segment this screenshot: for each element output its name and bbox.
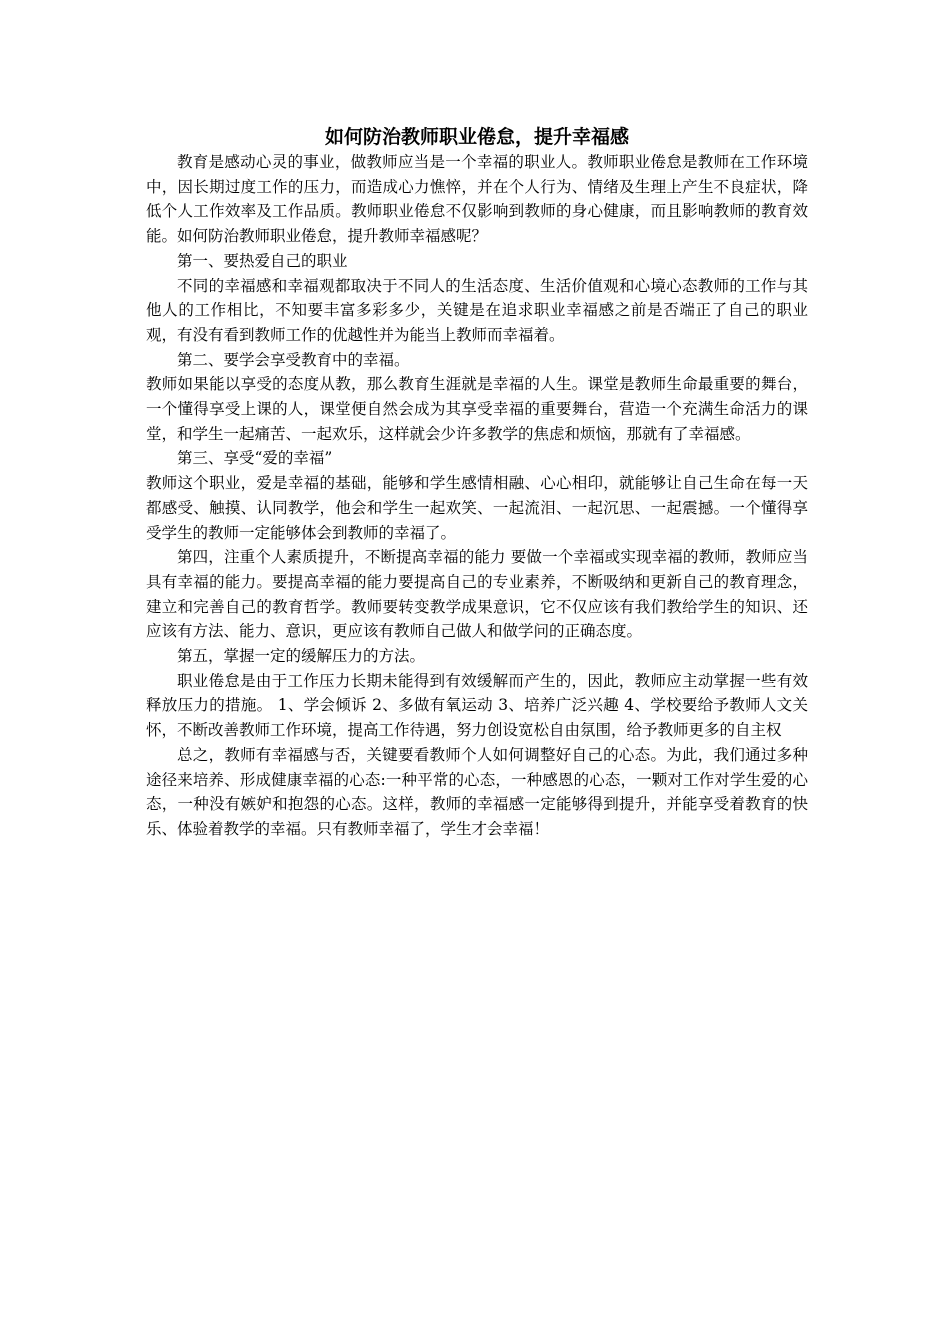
section-body-2: 教师如果能以享受的态度从教，那么教育生涯就是幸福的人生。课堂是教师生命最重要的舞台，一个懂得享受上课的人，课堂便自然会成为其享受幸福的重要舞台，营造一个充满生命活力的课堂，和学生一起痛苦、一起欢乐，这样就会少许多教学的焦虑和烦恼，那就有了幸福感。 <box>146 375 808 443</box>
document-title: 如何防治教师职业倦怠，提升幸福感 <box>324 126 629 148</box>
section-body-5: 职业倦怠是由于工作压力长期未能得到有效缓解而产生的，因此，教师应主动掌握一些有效释放压力的措施。 1、学会倾诉 2、多做有氧运动 3、培养广泛兴趣 4、学校要给予教师人文关怀，不断改善教师工作环境，提高工作待遇，努力创设宽松自由氛围，给予教师更多的自主权 <box>146 671 808 740</box>
conclusion-paragraph: 总之，教师有幸福感与否，关键要看教师个人如何调整好自己的心态。为此，我们通过多种途径来培养、形成健康幸福的心态:一种平常的心态，一种感恩的心态，一颗对工作对学生爱的心态，一种没有嫉妒和抱怨的心态。这样，教师的幸福感一定能够得到提升，并能享受着教育的快乐、体验着教学的幸福。只有教师幸福了，学生才会幸福！ <box>146 745 808 838</box>
section-4-paragraph: 第四，注重个人素质提升，不断提高幸福的能力 要做一个幸福或实现幸福的教师，教师应当具有幸福的能力。要提高幸福的能力要提高自己的专业素养，不断吸纳和更新自己的教育理念，建立和完善自己的教育哲学。教师要转变教学成果意识，它不仅应该有我们教给学生的知识、还应该有方法、能力、意识，更应该有教师自己做人和做学问的正确态度。 <box>146 548 808 641</box>
section-body-1: 不同的幸福感和幸福观都取决于不同人的生活态度、生活价值观和心境心态教师的工作与其他人的工作相比，不知要丰富多彩多少，关键是在追求职业幸福感之前是否端正了自己的职业观，有没有看到教师工作的优越性并为能当上教师而幸福着。 <box>146 276 808 344</box>
section-heading-5: 第五，掌握一定的缓解压力的方法。 <box>177 647 426 666</box>
section-heading-3: 第三、享受“爱的幸福” <box>177 449 333 468</box>
document-page <box>146 124 808 842</box>
section-heading-1: 第一、要热爱自己的职业 <box>177 251 348 270</box>
section-body-3: 教师这个职业，爱是幸福的基础，能够和学生感情相融、心心相印，就能够让自己生命在每一天都感受、触摸、认同教学，他会和学生一起欢笑、一起流泪、一起沉思、一起震撼。一个懂得享受学生的教师一定能够体会到教师的幸福了。 <box>146 474 808 542</box>
intro-paragraph: 教育是感动心灵的事业，做教师应当是一个幸福的职业人。教师职业倦怠是教师在工作环境中，因长期过度工作的压力，而造成心力憔悴，并在个人行为、情绪及生理上产生不良症状，降低个人工作效率及工作品质。教师职业倦怠不仅影响到教师的身心健康，而且影响教师的教育效能。如何防治教师职业倦怠，提升教师幸福感呢？ <box>146 153 808 246</box>
section-heading-2: 第二、要学会享受教育中的幸福。 <box>177 350 410 369</box>
